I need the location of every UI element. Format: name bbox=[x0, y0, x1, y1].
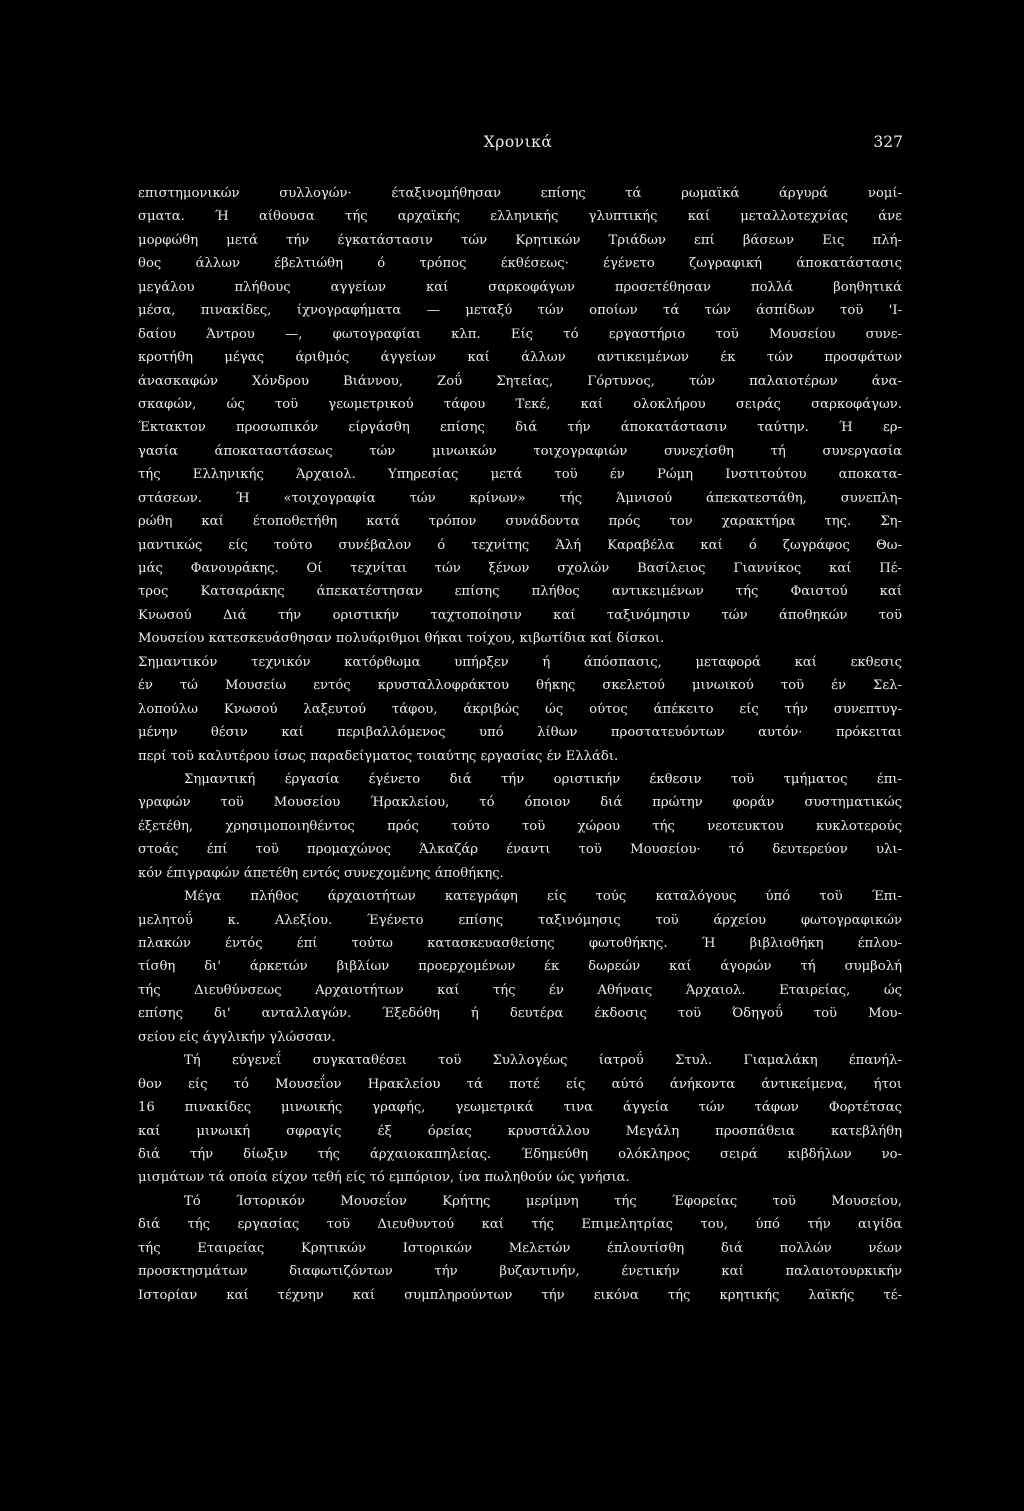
text-line: κροτήθη μέγας άριθμός άγγείων καί άλλων αντικειμένων έκ τών προσφάτων bbox=[138, 350, 902, 366]
text-line: Σημαντικόν τεχνικόν κατόρθωμα υπήρξεν ή άπόσπασις, μεταφορά καί εκθεσις bbox=[138, 654, 902, 670]
text-line: κόν έπιγραφών άπετέθη εντός συνεχομένης άποθήκης. bbox=[138, 865, 504, 881]
text-line: άνασκαφών Χόνδρου Βιάννου, Ζοΰ Σητείας, Γόρτυνος, τών παλαιοτέρων άνα- bbox=[138, 373, 902, 389]
text-line: στοάς έπί τοϋ προμαχώνος Άλκαζάρ έναντι τοϋ Μουσείου· τό δευτερεύον υλι- bbox=[138, 842, 902, 858]
text-line: σματα. Ή αίθουσα τής αρχαϊκής ελληνικής γλυπτικής καί μεταλλοτεχνίας άνε bbox=[138, 209, 902, 225]
running-header bbox=[133, 133, 903, 157]
body-text bbox=[138, 182, 902, 1307]
text-line: Τή εύγενεΐ συγκαταθέσει τοϋ Συλλογέως ίατροΰ Στυλ. Γιαμαλάκη έπανήλ- bbox=[184, 1053, 902, 1069]
text-line: μισμάτων τά οποία είχον τεθή είς τό εμπόριον, ίνα πωληθούν ώς γνήσια. bbox=[138, 1170, 630, 1186]
text-line: Σημαντική έργασία έγένετο διά τήν οριστικήν έκθεσιν τοϋ τμήματος έπι- bbox=[184, 771, 902, 787]
text-line: επίσης δι' ανταλλαγών. Έξεδόθη ή δευτέρα έκδοσις τοϋ Όδηγοΰ τοϋ Μου- bbox=[138, 1006, 902, 1022]
running-title: Χρονικά bbox=[483, 133, 553, 151]
text-line: 16 πινακίδες μινωικής γραφής, γεωμετρικά τινα άγγεία τών τάφων Φορτέτσας bbox=[138, 1100, 902, 1116]
text-line: Κνωσού Διά τήν οριστικήν ταχτοποίησιν καί ταξινόμησιν τών άποθηκών τοϋ bbox=[138, 607, 902, 623]
text-line: σκαφών, ώς τοϋ γεωμετρικού τάφου Τεκέ, καί ολοκλήρου σειράς σαρκοφάγων. bbox=[138, 396, 902, 412]
text-line: Μουσείου κατεσκευάσθησαν πολυάριθμοι θήκαι τοίχου, κιβωτίδια καί δίσκοι. bbox=[138, 631, 665, 647]
text-line: στάσεων. Ή «τοιχογραφία τών κρίνων» τής Άμνισού άπεκατεστάθη, συνεπλη- bbox=[138, 490, 902, 506]
text-line: Ιστορίαν καί τέχνην καί συμπληρούντων τήν εικόνα τής κρητικής λαϊκής τέ- bbox=[138, 1287, 902, 1303]
text-line: γασία άποκαταστάσεως τών μινωικών τοιχογραφιών συνεχίσθη τή συνεργασία bbox=[138, 443, 902, 459]
text-line: τής Εταιρείας Κρητικών Ιστορικών Μελετών έπλουτίσθη διά πολλών νέων bbox=[138, 1240, 902, 1256]
text-line: μάς Φανουράκης. Οί τεχνίται τών ξένων σχολών Βασίλειος Γιαννίκος καί Πέ- bbox=[138, 561, 902, 576]
text-line: ρώθη καί έτοποθετήθη κατά τρόπον συνάδοντα πρός τον χαρακτήρα της. Ση- bbox=[138, 514, 902, 530]
text-line: επιστημονικών συλλογών· έταξινομήθησαν επίσης τά ρωμαϊκά άργυρά νομί- bbox=[138, 186, 902, 201]
text-line: μελητοΰ κ. Αλεξίου. Έγένετο επίσης ταξινόμησις τοϋ άρχείου φωτογραφικών bbox=[138, 912, 902, 928]
text-line: θον είς τό Μουσεΐον Ηρακλείου τά ποτέ είς αύτό άνήκοντα άντικείμενα, ήτοι bbox=[138, 1076, 902, 1092]
text-line: διά τής εργασίας τοϋ Διευθυντού καί τής Επιμελητρίας του, ύπό τήν αιγίδα bbox=[138, 1217, 902, 1233]
text-line: δαίου Άντρου —, φωτογραφίαι κλπ. Είς τό εργαστήριο τοϋ Μουσείου συνε- bbox=[138, 326, 902, 342]
text-line: περί τοϋ καλυτέρου ίσως παραδείγματος τοιαύτης εργασίας έν Ελλάδι. bbox=[138, 748, 619, 764]
text-line: μένην θέσιν καί περιβαλλόμενος υπό λίθων προστατευόντων αυτόν· πρόκειται bbox=[138, 725, 902, 741]
text-line: Τό Ίστορικόν Μουσεΐον Κρήτης μερίμνη τής Έφορείας τοϋ Μουσείου, bbox=[184, 1193, 902, 1209]
text-line: μέσα, πινακίδες, ίχνογραφήματα — μεταξύ τών οποίων τά τών άσπίδων τοϋ 'Ι- bbox=[138, 303, 902, 319]
text-line: έν τώ Μουσείω εντός κρυσταλλοφράκτου θήκης σκελετού μινωικού τοϋ έν Σελ- bbox=[138, 678, 902, 694]
text-line: τής Ελληνικής Άρχαιολ. Υπηρεσίας μετά τοϋ έν Ρώμη Ινστιτούτου αποκατα- bbox=[138, 467, 902, 483]
text-line: μορφώθη μετά τήν έγκατάστασιν τών Κρητικών Τριάδων επί βάσεων Εις πλή- bbox=[138, 232, 902, 248]
text-line: πλακών έντός έπί τούτω κατασκευασθείσης φωτοθήκης. Ή βιβλιοθήκη έπλου- bbox=[138, 936, 902, 951]
text-line: μεγάλου πλήθους αγγείων καί σαρκοφάγων προσετέθησαν πολλά βοηθητικά bbox=[138, 279, 902, 295]
page-number: 327 bbox=[873, 133, 903, 151]
text-line: μαντικώς είς τούτο συνέβαλον ό τεχνίτης Άλή Καραβέλα καί ό ζωγράφος Θω- bbox=[138, 537, 902, 553]
text-line: τίσθη δι' άρκετών βιβλίων προερχομένων έκ δωρεών καί άγορών τή συμβολή bbox=[138, 959, 902, 975]
text-line: διά τήν δίωξιν τής άρχαιοκαπηλείας. Έδημεύθη ολόκληρος σειρά κιβδήλων νο- bbox=[138, 1146, 902, 1162]
text-line: γραφών τοϋ Μουσείου Ήρακλείου, τό όποιον διά πρώτην φοράν συστηματικώς bbox=[138, 795, 902, 811]
text-line: σείου είς άγγλικήν γλώσσαν. bbox=[138, 1029, 336, 1045]
text-line: Μέγα πλήθος άρχαιοτήτων κατεγράφη είς τούς καταλόγους ύπό τοϋ Έπι- bbox=[184, 889, 902, 905]
text-line: καί μινωική σφραγίς έξ όρείας κρυστάλλου Μεγάλη προσπάθεια κατεβλήθη bbox=[138, 1123, 902, 1139]
text-line: λοπούλω Κνωσού λαξευτού τάφου, άκριβώς ώς ούτος άπέκειτο είς τήν συνεπτυγ- bbox=[138, 701, 902, 717]
text-line: τής Διευθύνσεως Αρχαιοτήτων καί τής έν Αθήναις Άρχαιολ. Εταιρείας, ώς bbox=[138, 982, 902, 998]
text-line: έξετέθη, χρησιμοποιηθέντος πρός τούτο τοϋ χώρου τής νεοτευκτου κυκλοτερούς bbox=[138, 818, 902, 834]
text-line: Έκτακτον προσωπικόν είργάσθη επίσης διά τήν άποκατάστασιν ταύτην. Ή ερ- bbox=[138, 420, 902, 436]
text-line: θος άλλων έβελτιώθη ό τρόπος έκθέσεως· έγένετο ζωγραφική άποκατάστασις bbox=[138, 256, 902, 272]
text-line: τρος Κατσαράκης άπεκατέστησαν επίσης πλήθος αντικειμένων τής Φαιστού καί bbox=[138, 584, 902, 600]
text-line: προσκτησμάτων διαφωτιζόντων τήν βυζαντινήν, ένετικήν καί παλαιοτουρκικήν bbox=[138, 1264, 902, 1280]
